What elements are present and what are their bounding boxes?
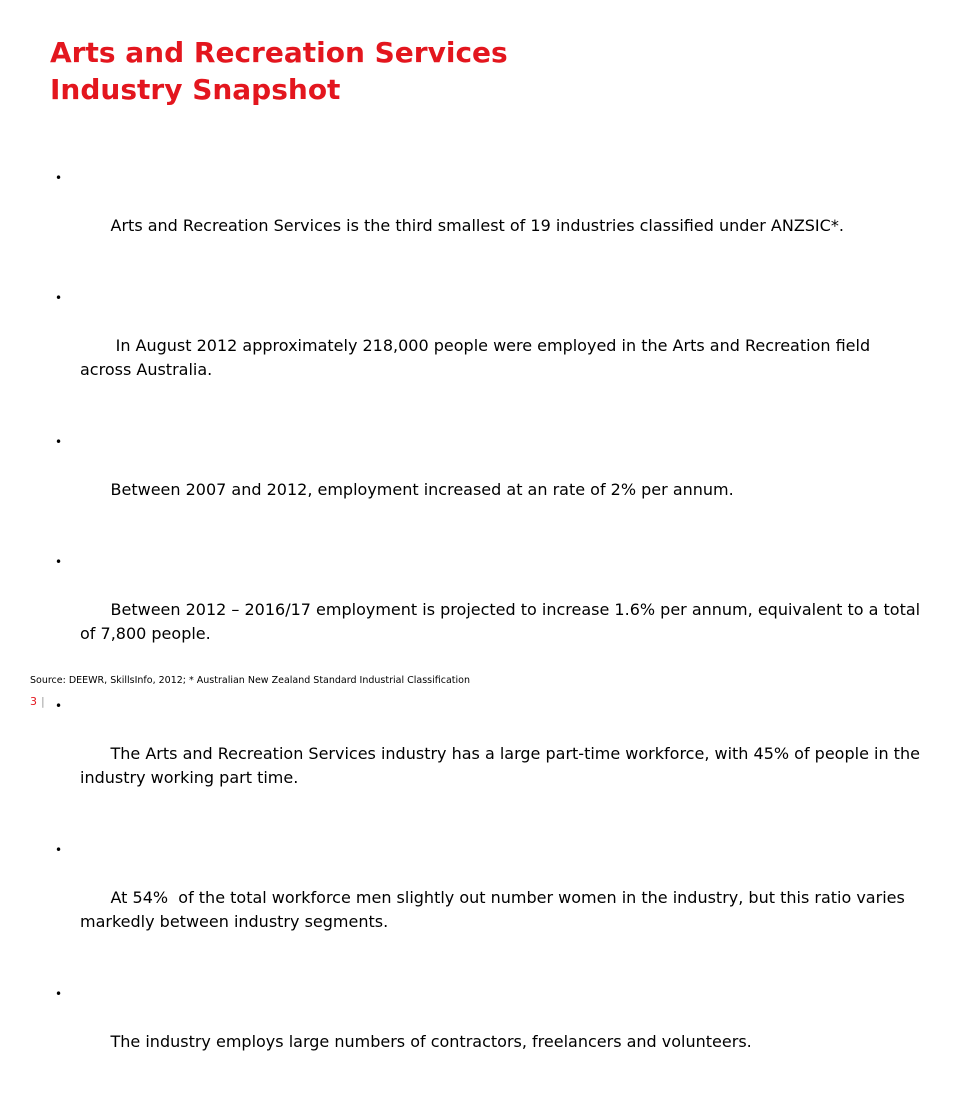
title-line-1: Arts and Recreation Services: [50, 36, 508, 69]
bullet-item: [55, 166, 925, 262]
bullet-text: Between 2007 and 2012, employment increased at an rate of 2% per annum.: [110, 480, 734, 499]
bullet-text: The Arts and Recreation Services industry has a large part-time workforce, with 45% of people in the industry working part time.: [80, 744, 926, 787]
bullet-point-icon: •: [55, 171, 63, 185]
bullet-item: [55, 286, 925, 406]
bullet-text: In August 2012 approximately 218,000 people were employed in the Arts and Recreation field across Australia.: [80, 336, 876, 379]
bullet-point-icon: •: [55, 555, 63, 569]
bullet-item: [55, 982, 925, 1078]
bullet-list: [55, 166, 925, 1102]
page-number-separator: |: [41, 695, 45, 708]
bullet-item: [55, 838, 925, 958]
bullet-text: The industry employs large numbers of contractors, freelancers and volunteers.: [110, 1032, 752, 1051]
title-line-2: Industry Snapshot: [50, 73, 341, 106]
bullet-item: [55, 694, 925, 814]
bullet-point-icon: •: [55, 435, 63, 449]
page-number: 3: [30, 695, 37, 708]
bullet-text: Arts and Recreation Services is the third smallest of 19 industries classified under ANZSIC*.: [110, 216, 844, 235]
bullet-item: [55, 430, 925, 526]
bullet-item: [55, 550, 925, 670]
source-note: Source: DEEWR, SkillsInfo, 2012; * Australian New Zealand Standard Industrial Classification: [30, 675, 470, 686]
bullet-point-icon: •: [55, 291, 63, 305]
bullet-text: Between 2012 – 2016/17 employment is projected to increase 1.6% per annum, equivalent to a total of 7,800 people.: [80, 600, 926, 643]
bullet-point-icon: •: [55, 987, 63, 1001]
bullet-text: At 54% of the total workforce men slightly out number women in the industry, but this ratio varies markedly between industry segments.: [80, 888, 910, 931]
page-title: [50, 34, 508, 108]
bullet-point-icon: •: [55, 843, 63, 857]
bullet-point-icon: •: [55, 699, 63, 713]
